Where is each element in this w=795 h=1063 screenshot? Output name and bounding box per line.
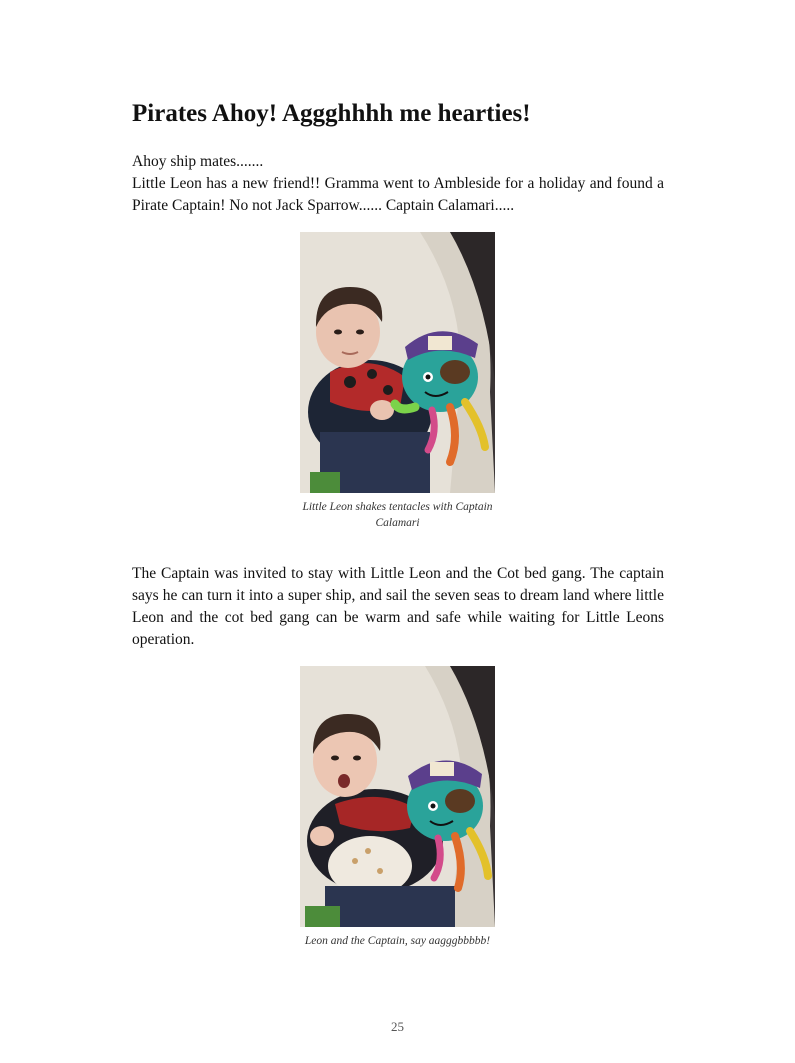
page-title: Pirates Ahoy! Aggghhhh me hearties! [132, 100, 531, 127]
body-paragraph: The Captain was invited to stay with Little Leon and the Cot bed gang. The captain says he can turn it into a super ship, and sail the seven seas to dream land where little Leon and the cot bed gang can be warm and safe while waiting for Little Leons operation. [132, 565, 664, 648]
photo-illustration-1 [300, 232, 495, 493]
photo-illustration-2 [300, 666, 495, 927]
photo-leon-shaking-tentacles [300, 232, 495, 493]
intro-paragraph [132, 151, 664, 217]
page-number: 25 [391, 1019, 404, 1034]
photo-1-caption: Little Leon shakes tentacles with Captain Calamari [302, 501, 493, 529]
photo-leon-and-captain [300, 666, 495, 927]
photo-2-caption: Leon and the Captain, say aagggbbbbb! [304, 935, 491, 947]
intro-line-1: Ahoy ship mates....... [132, 153, 264, 170]
intro-line-2: Little Leon has a new friend!! Gramma went to Ambleside for a holiday and found a Pirate Captain! No not Jack Sparrow...... Captain Calamari..... [132, 175, 664, 214]
